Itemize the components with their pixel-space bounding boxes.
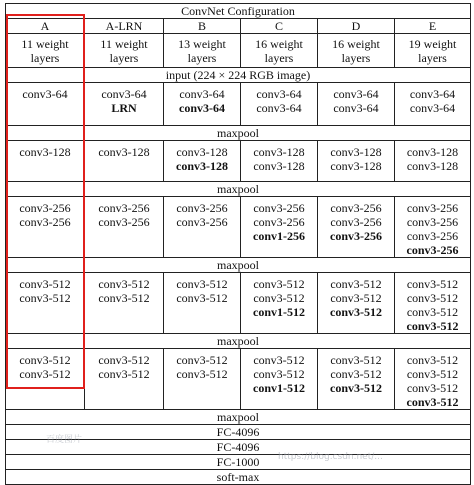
block-5-cell-a (6, 349, 85, 410)
depth-c-line1: 16 weight (255, 36, 303, 51)
layer-label: conv3-512 (253, 291, 305, 305)
block-4-cell-d (318, 273, 395, 334)
layer-label: conv3-64 (22, 87, 68, 101)
column-depth-d (318, 34, 395, 68)
watermark-right: https://blog.csdn.net/... (278, 452, 383, 462)
layer-label: conv3-512 (330, 353, 382, 367)
block-2-cell-b (164, 141, 241, 182)
block-5-cell-c (241, 349, 318, 410)
block-row-4 (6, 273, 471, 334)
column-name-a: A (6, 19, 85, 34)
layer-label: conv3-64 (256, 101, 302, 115)
layer-label: conv3-256 (406, 201, 459, 215)
layer-label: conv3-64 (333, 87, 379, 101)
layer-label: conv3-512 (330, 291, 382, 305)
block-row-2 (6, 141, 471, 182)
column-name-d: D (318, 19, 395, 34)
block-1-cell-a-lrn (85, 83, 164, 126)
block-3-cell-b (164, 197, 241, 258)
layer-label: conv3-256 (330, 215, 382, 229)
layer-label: conv3-512 (176, 367, 228, 381)
maxpool-row-1: maxpool (6, 126, 471, 141)
convnet-configuration-table (5, 3, 471, 485)
layer-label: conv1-512 (253, 381, 305, 395)
layer-label: conv3-128 (176, 145, 228, 159)
column-depth-b (164, 34, 241, 68)
tail-maxpool-row: maxpool (6, 410, 471, 425)
layer-label: conv3-512 (176, 277, 228, 291)
layer-label: conv3-256 (330, 201, 382, 215)
config-table-wrapper (5, 3, 470, 484)
block-5-cell-d (318, 349, 395, 410)
block-row-3 (6, 197, 471, 258)
depth-b-line2: layers (187, 50, 217, 65)
layer-label: conv3-128 (330, 159, 382, 173)
layer-label: conv3-512 (19, 277, 71, 291)
block-2-cell-d (318, 141, 395, 182)
layer-label: conv3-256 (176, 215, 228, 229)
layer-label: conv3-256 (253, 201, 305, 215)
layer-label: conv3-128 (98, 145, 150, 159)
layer-label: conv3-512 (406, 353, 459, 367)
layer-label: LRN (111, 101, 137, 115)
layer-label: conv3-64 (179, 101, 225, 115)
layer-label: conv3-512 (406, 367, 459, 381)
block-row-1 (6, 83, 471, 126)
column-depth-a (6, 34, 85, 68)
layer-label: conv3-128 (406, 145, 459, 159)
block-1-cell-a (6, 83, 85, 126)
block-2-cell-e (395, 141, 471, 182)
layer-label: conv3-512 (98, 367, 150, 381)
maxpool-row-2: maxpool (6, 182, 471, 197)
layer-label: conv3-256 (406, 215, 459, 229)
layer-label: conv3-512 (406, 291, 459, 305)
column-name-a-lrn: A-LRN (85, 19, 164, 34)
watermark-left: 百度图片 (46, 435, 83, 445)
block-1-cell-e (395, 83, 471, 126)
block-4-cell-a-lrn (85, 273, 164, 334)
layer-label: conv3-64 (101, 87, 147, 101)
layer-label: conv3-512 (253, 353, 305, 367)
layer-label: conv1-512 (253, 305, 305, 319)
block-3-cell-c (241, 197, 318, 258)
layer-label: conv3-512 (330, 367, 382, 381)
depth-d-line2: layers (341, 50, 371, 65)
depth-c-line2: layers (264, 50, 294, 65)
block-1-cell-c (241, 83, 318, 126)
depth-e-line1: 19 weight (408, 36, 457, 51)
layer-label: conv3-64 (409, 101, 456, 115)
layer-label: conv3-256 (406, 243, 459, 257)
layer-label: conv3-512 (330, 381, 382, 395)
soft-max-row: soft-max (6, 470, 471, 485)
layer-label: conv3-64 (179, 87, 225, 101)
column-name-e: E (395, 19, 471, 34)
depth-b-line1: 13 weight (178, 36, 226, 51)
column-depth-a-lrn (85, 34, 164, 68)
layer-label: conv3-512 (98, 277, 150, 291)
maxpool-row-3: maxpool (6, 258, 471, 273)
layer-label: conv3-512 (330, 305, 382, 319)
block-4-cell-e (395, 273, 471, 334)
layer-label: conv3-128 (176, 159, 228, 173)
input-row: input (224 × 224 RGB image) (6, 68, 471, 83)
layer-label: conv3-256 (98, 201, 150, 215)
depth-a-line1: 11 weight (21, 36, 69, 51)
layer-label: conv3-256 (176, 201, 228, 215)
block-3-cell-a (6, 197, 85, 258)
layer-label: conv3-512 (98, 353, 150, 367)
column-name-b: B (164, 19, 241, 34)
block-row-5 (6, 349, 471, 410)
depth-alrn-line2: layers (109, 50, 139, 65)
column-name-c: C (241, 19, 318, 34)
layer-label: conv3-512 (19, 367, 71, 381)
layer-label: conv3-128 (406, 159, 459, 173)
block-2-cell-c (241, 141, 318, 182)
block-2-cell-a (6, 141, 85, 182)
block-1-cell-b (164, 83, 241, 126)
layer-label: conv3-64 (409, 87, 456, 101)
layer-label: conv3-512 (406, 381, 459, 395)
fc-1000-row: FC-1000 (6, 455, 471, 470)
block-4-cell-c (241, 273, 318, 334)
maxpool-row-4: maxpool (6, 334, 471, 349)
block-5-cell-b (164, 349, 241, 410)
column-depth-c (241, 34, 318, 68)
layer-label: conv3-512 (330, 277, 382, 291)
column-depth-row (6, 34, 471, 68)
block-3-cell-e (395, 197, 471, 258)
layer-label: conv3-256 (330, 229, 382, 243)
column-name-row (6, 19, 471, 34)
layer-label: conv3-256 (98, 215, 150, 229)
block-2-cell-a-lrn (85, 141, 164, 182)
block-5-cell-a-lrn (85, 349, 164, 410)
column-depth-e (395, 34, 471, 68)
layer-label: conv3-256 (19, 201, 71, 215)
layer-label: conv3-512 (19, 353, 71, 367)
fc-4096-row-1: FC-4096 (6, 425, 471, 440)
table-title: ConvNet Configuration (6, 4, 471, 19)
layer-label: conv3-128 (253, 145, 305, 159)
layer-label: conv3-512 (253, 277, 305, 291)
layer-label: conv3-64 (333, 101, 379, 115)
layer-label: conv3-512 (176, 353, 228, 367)
block-4-cell-a (6, 273, 85, 334)
layer-label: conv3-512 (406, 277, 459, 291)
layer-label: conv3-128 (19, 145, 71, 159)
layer-label: conv3-128 (253, 159, 305, 173)
block-3-cell-d (318, 197, 395, 258)
layer-label: conv3-512 (406, 319, 459, 333)
layer-label: conv3-512 (406, 395, 459, 409)
layer-label: conv3-256 (406, 229, 459, 243)
block-1-cell-d (318, 83, 395, 126)
layer-label: conv3-256 (253, 215, 305, 229)
layer-label: conv3-512 (406, 305, 459, 319)
layer-label: conv3-64 (256, 87, 302, 101)
layer-label: conv3-256 (19, 215, 71, 229)
depth-a-line2: layers (30, 50, 60, 65)
layer-label: conv1-256 (253, 229, 305, 243)
layer-label: conv3-512 (176, 291, 228, 305)
depth-e-line2: layers (418, 50, 447, 65)
block-5-cell-e (395, 349, 471, 410)
block-3-cell-a-lrn (85, 197, 164, 258)
layer-label: conv3-512 (98, 291, 150, 305)
depth-alrn-line1: 11 weight (100, 36, 148, 51)
fc-4096-row-2: FC-4096 (6, 440, 471, 455)
layer-label: conv3-512 (253, 367, 305, 381)
layer-label: conv3-512 (19, 291, 71, 305)
block-4-cell-b (164, 273, 241, 334)
depth-d-line1: 16 weight (332, 36, 380, 51)
layer-label: conv3-128 (330, 145, 382, 159)
